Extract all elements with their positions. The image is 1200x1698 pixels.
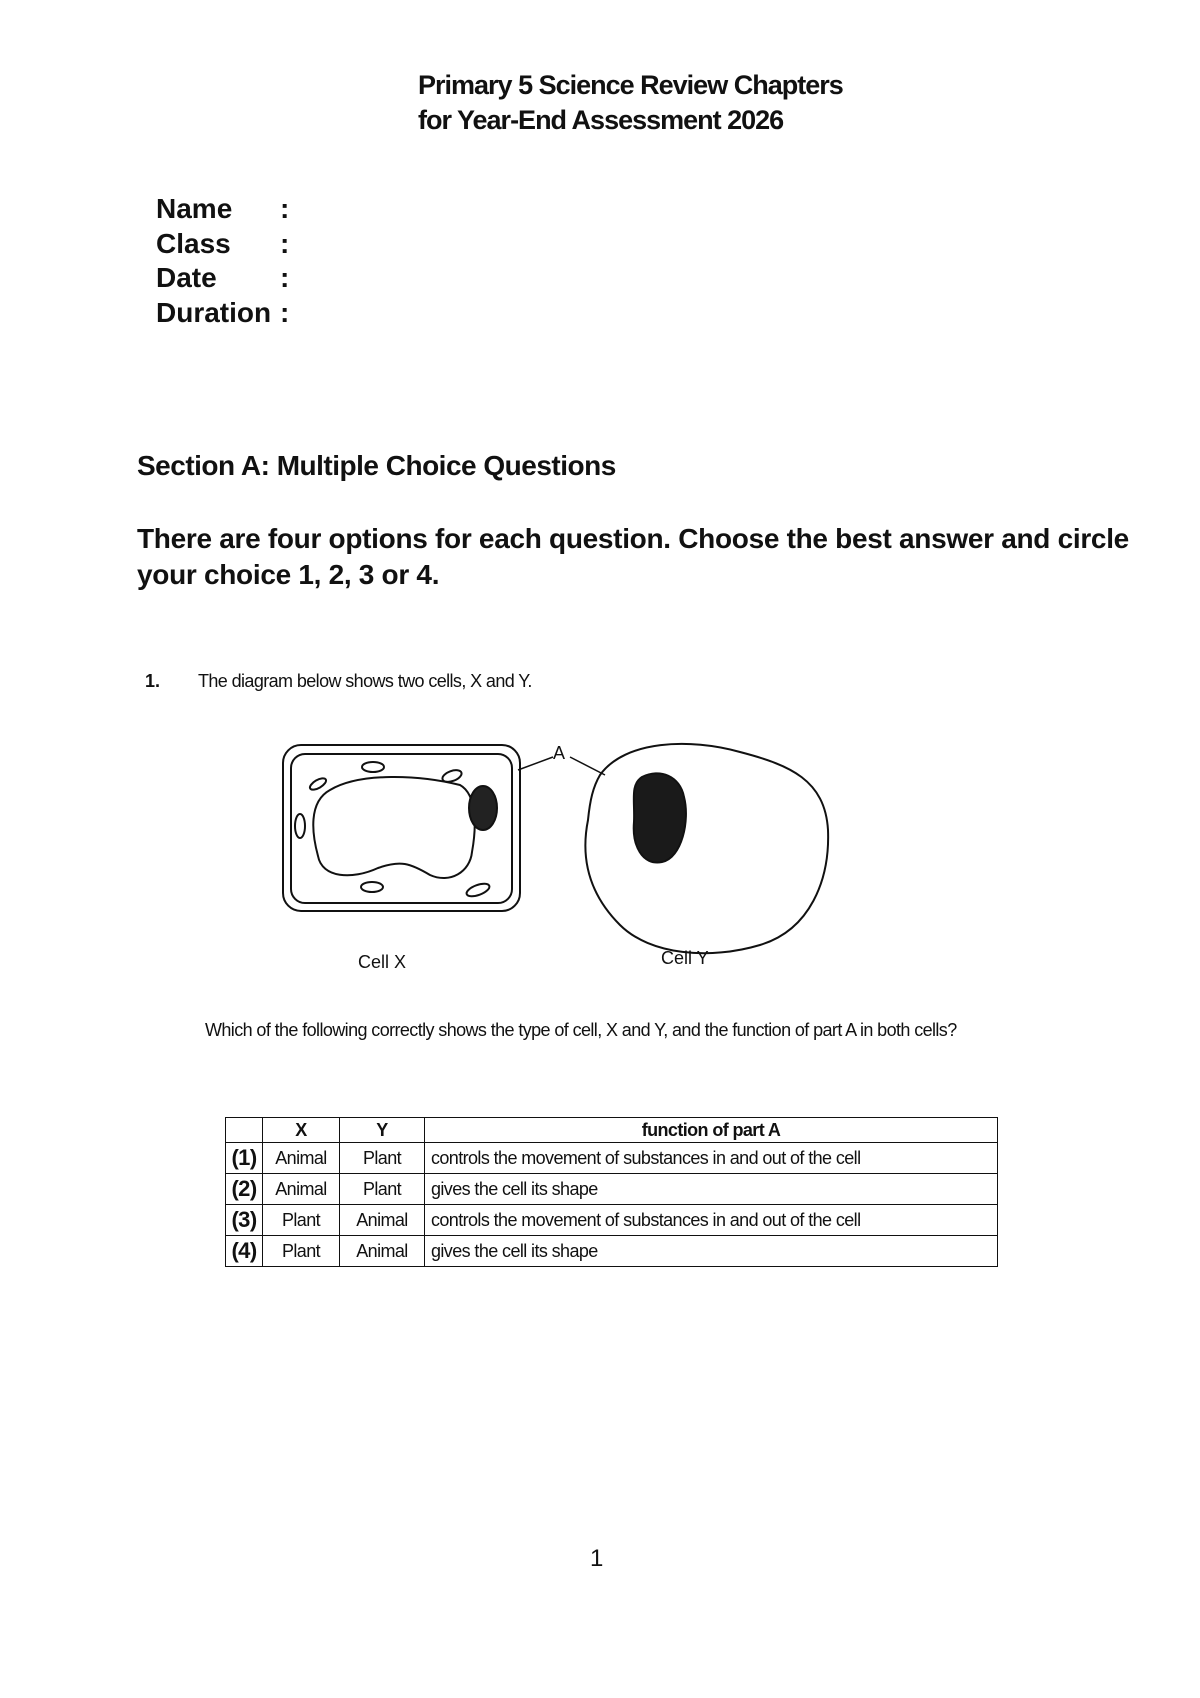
option-number[interactable]: (2) (226, 1174, 263, 1205)
label-a-pointer-x (518, 757, 553, 770)
title-line-2: for Year-End Assessment 2026 (418, 105, 784, 135)
table-header-y: Y (340, 1118, 425, 1143)
chloroplast (295, 814, 305, 838)
label-a-pointer-y (570, 757, 605, 775)
cell-y-drawing (585, 744, 828, 953)
option-function: gives the cell its shape (425, 1236, 998, 1267)
cell-x-nucleus (469, 786, 497, 830)
field-duration: Duration : (156, 296, 290, 328)
options-table (225, 1117, 998, 1267)
option-y: Plant (340, 1143, 425, 1174)
table-header-blank (226, 1118, 263, 1143)
option-y: Animal (340, 1236, 425, 1267)
option-x: Animal (263, 1143, 340, 1174)
option-y: Plant (340, 1174, 425, 1205)
chloroplast (308, 776, 328, 792)
option-number[interactable]: (1) (226, 1143, 263, 1174)
field-class: Class : (156, 227, 290, 259)
option-number[interactable]: (3) (226, 1205, 263, 1236)
page-number: 1 (590, 1545, 604, 1572)
cell-x-drawing (283, 745, 520, 911)
section-heading: Section A: Multiple Choice Questions (137, 450, 616, 481)
table-row[interactable] (226, 1236, 998, 1267)
table-header-row (226, 1118, 998, 1143)
option-x: Animal (263, 1174, 340, 1205)
chloroplast (361, 882, 383, 892)
field-name: Name : (156, 193, 290, 224)
option-function: controls the movement of substances in and out of the cell (425, 1205, 998, 1236)
option-x: Plant (263, 1205, 340, 1236)
table-row[interactable] (226, 1174, 998, 1205)
cell-y-label: Cell Y (661, 948, 709, 968)
option-x: Plant (263, 1236, 340, 1267)
option-y: Animal (340, 1205, 425, 1236)
option-function: controls the movement of substances in and out of the cell (425, 1143, 998, 1174)
option-function: gives the cell its shape (425, 1174, 998, 1205)
cell-y-membrane (585, 744, 828, 953)
field-date: Date : (156, 262, 290, 293)
cell-y-nucleus (634, 773, 686, 862)
cell-x-vacuole (313, 777, 474, 878)
option-number[interactable]: (4) (226, 1236, 263, 1267)
chloroplast (465, 881, 491, 899)
chloroplast (362, 762, 384, 772)
chloroplast (441, 768, 463, 784)
table-header-function: function of part A (425, 1118, 998, 1143)
table-header-x: X (263, 1118, 340, 1143)
title-line-1: Primary 5 Science Review Chapters (418, 70, 843, 100)
question-number: 1. (145, 671, 161, 691)
section-instructions: There are four options for each question. Choose the best answer and circle your choice 1, 2, 3 or 4. (137, 523, 1129, 590)
question-prompt: Which of the following correctly shows the type of cell, X and Y, and the function of part A in both cells? (205, 1020, 957, 1040)
cell-x-label: Cell X (358, 952, 407, 972)
label-a: A (553, 743, 566, 763)
question-text: The diagram below shows two cells, X and Y. (198, 671, 532, 691)
table-row[interactable] (226, 1205, 998, 1236)
table-row[interactable] (226, 1143, 998, 1174)
